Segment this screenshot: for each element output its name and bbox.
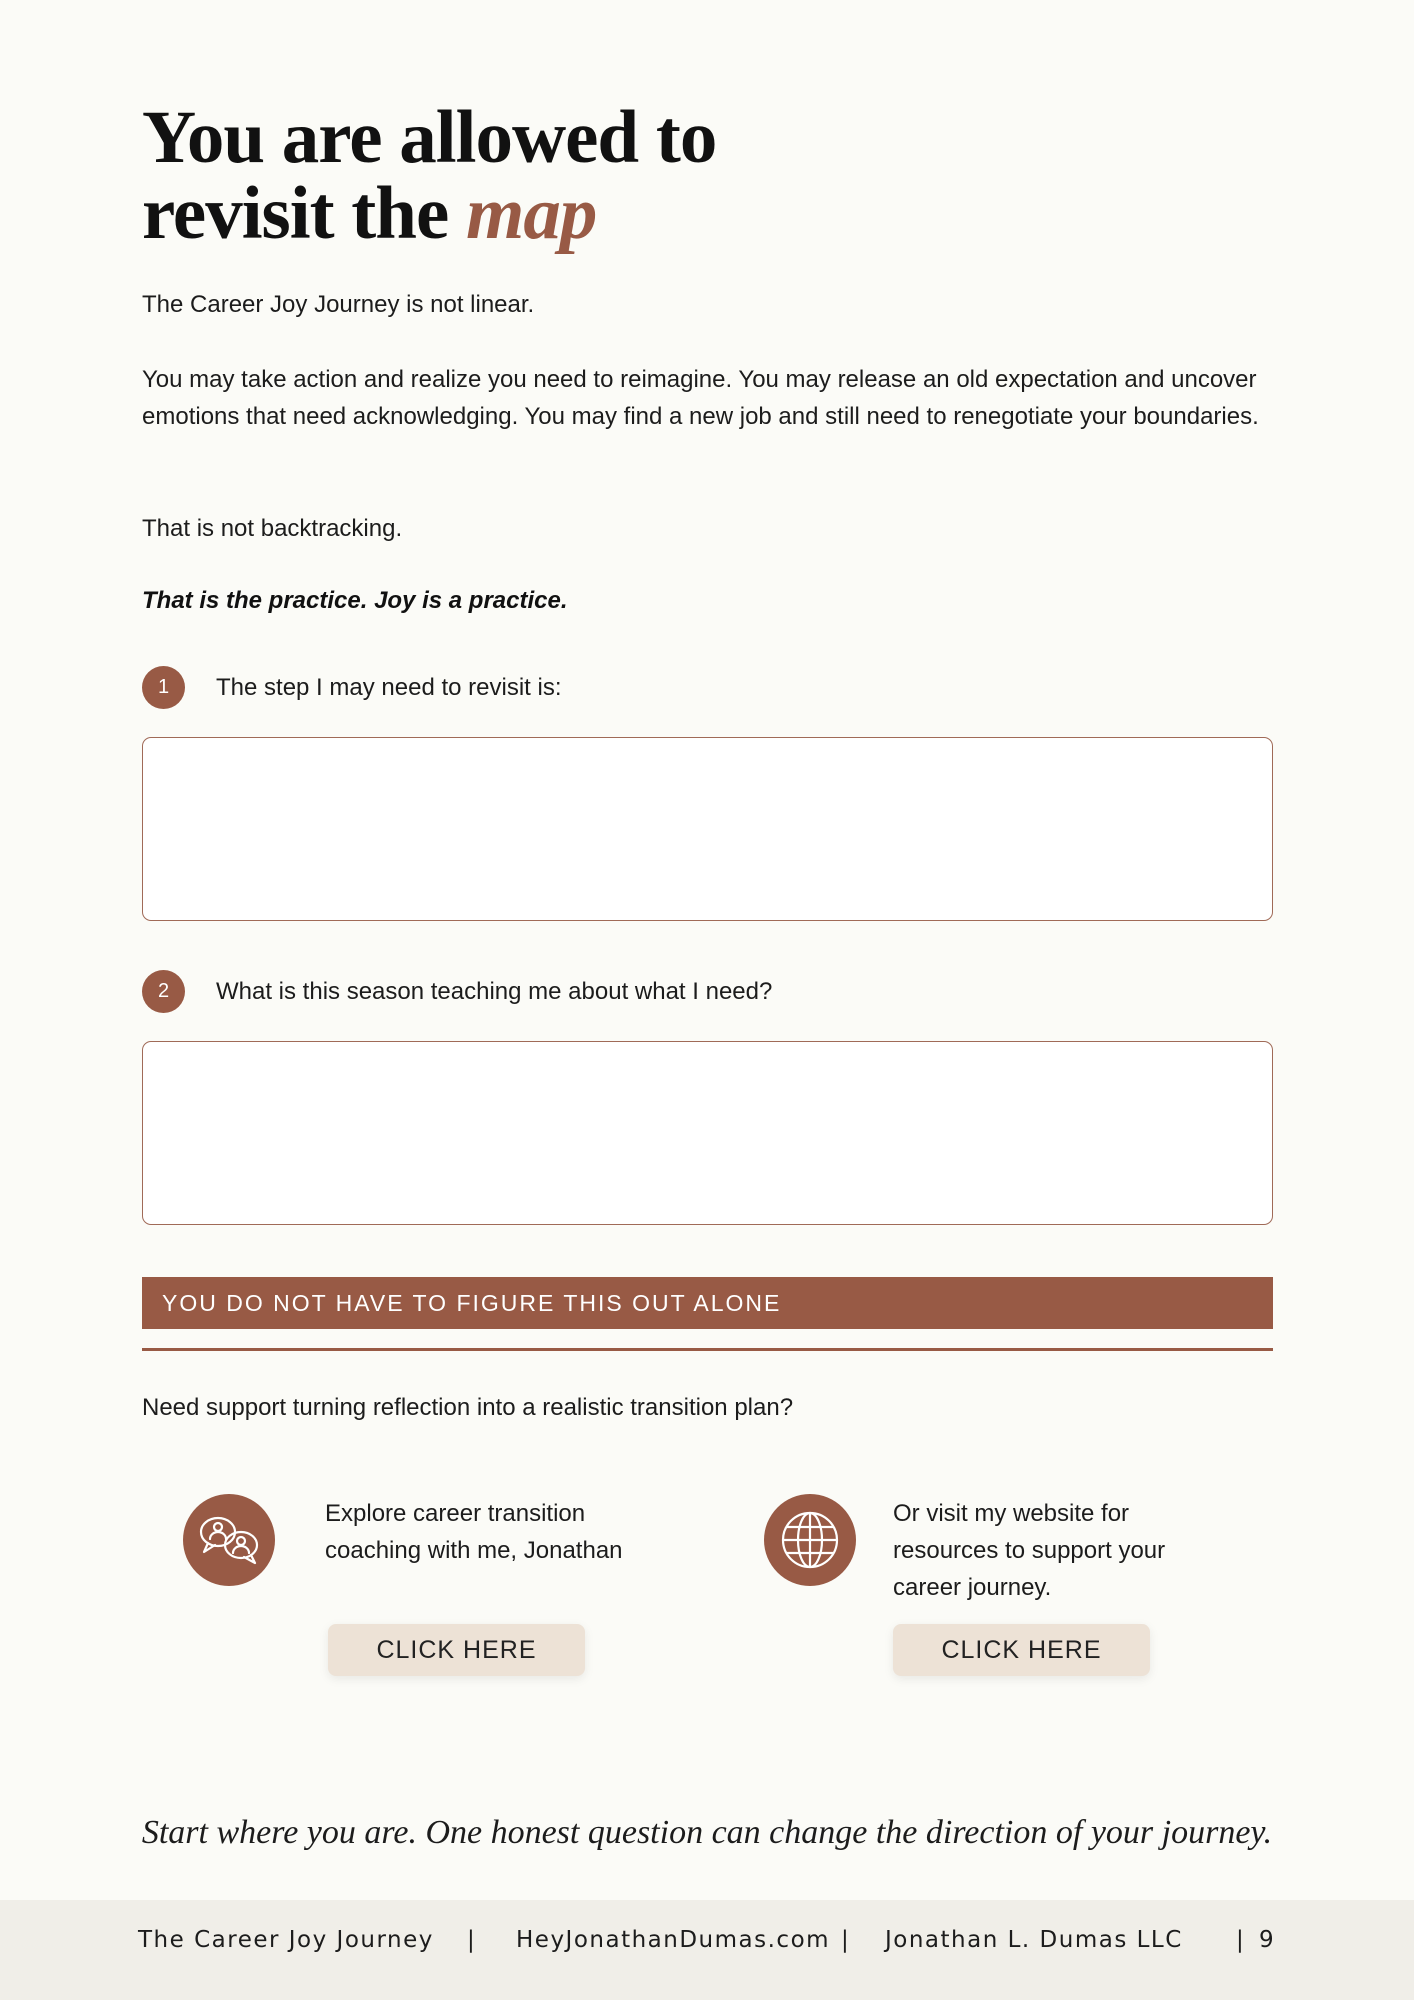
footer-website-link[interactable]: HeyJonathanDumas.com — [516, 1927, 831, 1953]
coaching-description: Explore career transition coaching with me, Jonathan — [325, 1500, 623, 1564]
answer-field-1[interactable] — [142, 737, 1273, 921]
body-paragraph: You may take action and realize you need to reimagine. You may release an old expectation and uncover emotions that need acknowledging. You may find a new job and still need to renegotiate your boundaries. — [142, 366, 1259, 430]
answer-field-2[interactable] — [142, 1041, 1273, 1225]
footer-separator: | — [1236, 1927, 1246, 1953]
emphasis-statement: That is the practice. Joy is a practice. — [142, 587, 568, 614]
website-click-here-button[interactable]: CLICK HERE — [893, 1624, 1150, 1676]
page-title — [142, 96, 842, 255]
body-paragraph-short: That is not backtracking. — [142, 515, 403, 542]
title-line-2: revisit the — [142, 172, 467, 255]
footer-separator: | — [467, 1927, 477, 1953]
support-prompt: Need support turning reflection into a realistic transition plan? — [142, 1394, 794, 1421]
question-number-badge: 2 — [142, 970, 185, 1013]
section-divider — [142, 1348, 1273, 1351]
question-prompt: What is this season teaching me about what I need? — [216, 978, 773, 1005]
question-number-badge: 1 — [142, 666, 185, 709]
closing-quote: Start where you are. One honest question can change the direction of your journey. — [141, 1814, 1273, 1851]
intro-paragraph: The Career Joy Journey is not linear. — [142, 291, 535, 318]
globe-icon — [764, 1494, 856, 1586]
title-line-1: You are allowed to — [142, 96, 717, 179]
footer-title: The Career Joy Journey — [138, 1927, 434, 1953]
coaching-click-here-button[interactable]: CLICK HERE — [328, 1624, 585, 1676]
website-description: Or visit my website for resources to support your career journey. — [893, 1500, 1166, 1601]
question-prompt: The step I may need to revisit is: — [216, 674, 562, 701]
footer-company: Jonathan L. Dumas LLC — [885, 1927, 1183, 1953]
page-footer — [0, 1900, 1414, 2000]
section-banner: YOU DO NOT HAVE TO FIGURE THIS OUT ALONE — [142, 1277, 1273, 1329]
chat-people-icon — [183, 1494, 275, 1586]
title-accent-word: map — [466, 172, 597, 255]
page-number: 9 — [1259, 1927, 1276, 1953]
footer-separator: | — [841, 1927, 851, 1953]
